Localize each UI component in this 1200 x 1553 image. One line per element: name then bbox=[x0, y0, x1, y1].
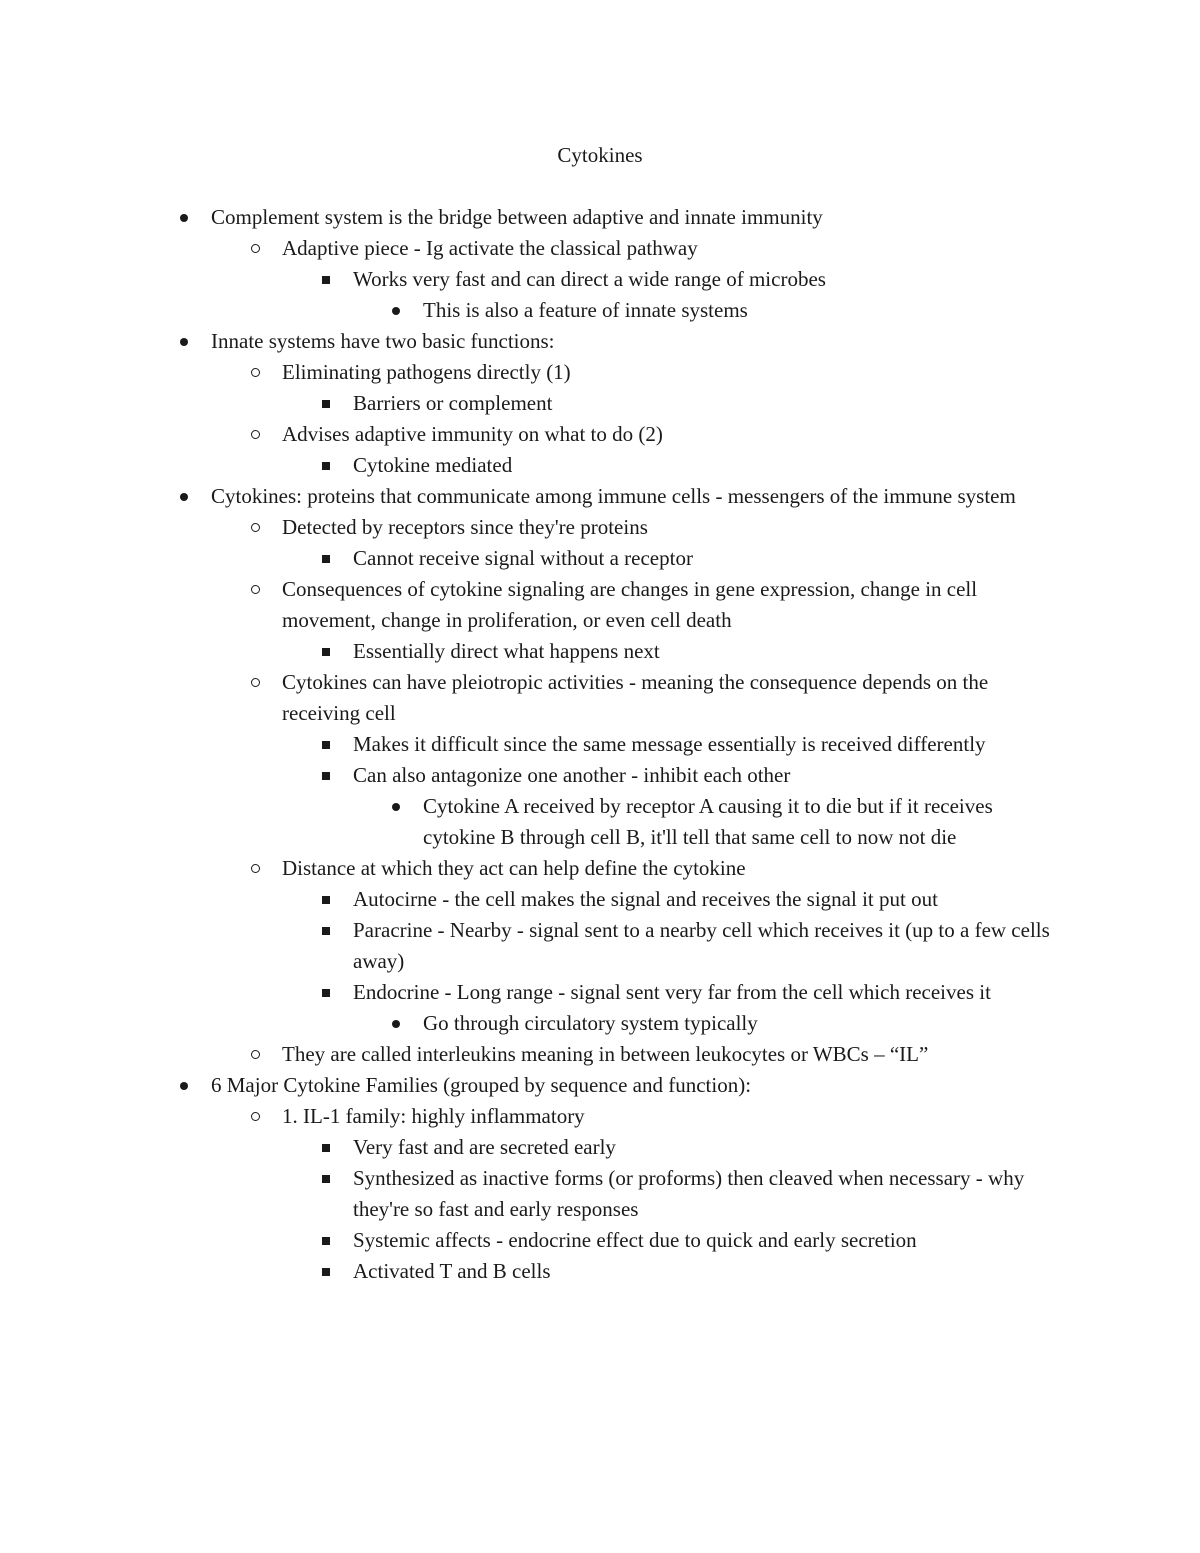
list-item bbox=[0, 450, 1200, 481]
list-item-text: Cytokines can have pleiotropic activities - meaning the consequence depends on the receiving cell bbox=[282, 670, 989, 725]
square-bullet-icon bbox=[316, 1132, 336, 1163]
list-item bbox=[0, 915, 1200, 977]
list-item bbox=[0, 1008, 1200, 1039]
list-item bbox=[0, 760, 1200, 791]
filled-circle-bullet-icon bbox=[386, 295, 406, 326]
list-item-text: Makes it difficult since the same message essentially is received differently bbox=[353, 732, 986, 756]
square-bullet-icon bbox=[316, 915, 336, 946]
list-item-text: Consequences of cytokine signaling are changes in gene expression, change in cell movement, change in proliferation, or even cell death bbox=[282, 577, 978, 632]
list-item-text: Autocirne - the cell makes the signal and receives the signal it put out bbox=[353, 887, 938, 911]
list-item bbox=[0, 1132, 1200, 1163]
square-bullet-icon bbox=[316, 543, 336, 574]
list-item-text: Synthesized as inactive forms (or proforms) then cleaved when necessary - why they're so fast and early responses bbox=[353, 1166, 1025, 1221]
filled-circle-bullet-icon bbox=[174, 202, 194, 233]
list-item-text: Can also antagonize one another - inhibit each other bbox=[353, 763, 791, 787]
list-item bbox=[0, 295, 1200, 326]
filled-circle-bullet-icon bbox=[386, 791, 406, 822]
list-item-text: 1. IL-1 family: highly inflammatory bbox=[282, 1104, 585, 1128]
list-item bbox=[0, 481, 1200, 512]
list-item-text: Very fast and are secreted early bbox=[353, 1135, 616, 1159]
filled-circle-bullet-icon bbox=[174, 481, 194, 512]
list-item-text: Systemic affects - endocrine effect due to quick and early secretion bbox=[353, 1228, 917, 1252]
list-item bbox=[0, 1163, 1200, 1225]
list-item bbox=[0, 729, 1200, 760]
square-bullet-icon bbox=[316, 450, 336, 481]
hollow-circle-bullet-icon bbox=[245, 357, 265, 388]
list-item bbox=[0, 977, 1200, 1008]
list-item bbox=[0, 1070, 1200, 1101]
list-item bbox=[0, 791, 1200, 853]
list-item-text: Eliminating pathogens directly (1) bbox=[282, 360, 571, 384]
filled-circle-bullet-icon bbox=[386, 1008, 406, 1039]
square-bullet-icon bbox=[316, 1225, 336, 1256]
list-item bbox=[0, 264, 1200, 295]
square-bullet-icon bbox=[316, 1163, 336, 1194]
list-item-text: Cytokines: proteins that communicate among immune cells - messengers of the immune system bbox=[211, 484, 1016, 508]
hollow-circle-bullet-icon bbox=[245, 419, 265, 450]
list-item-text: Go through circulatory system typically bbox=[423, 1011, 758, 1035]
list-item-text: Cannot receive signal without a receptor bbox=[353, 546, 693, 570]
hollow-circle-bullet-icon bbox=[245, 853, 265, 884]
bullet-outline bbox=[0, 202, 1200, 1287]
hollow-circle-bullet-icon bbox=[245, 1101, 265, 1132]
list-item bbox=[0, 357, 1200, 388]
hollow-circle-bullet-icon bbox=[245, 1039, 265, 1070]
list-item-text: Innate systems have two basic functions: bbox=[211, 329, 555, 353]
square-bullet-icon bbox=[316, 977, 336, 1008]
list-item-text: Activated T and B cells bbox=[353, 1259, 551, 1283]
list-item-text: This is also a feature of innate systems bbox=[423, 298, 748, 322]
list-item bbox=[0, 636, 1200, 667]
list-item-text: Endocrine - Long range - signal sent very far from the cell which receives it bbox=[353, 980, 991, 1004]
square-bullet-icon bbox=[316, 1256, 336, 1287]
list-item-text: Paracrine - Nearby - signal sent to a nearby cell which receives it (up to a few cells away) bbox=[353, 918, 1050, 973]
list-item bbox=[0, 326, 1200, 357]
square-bullet-icon bbox=[316, 264, 336, 295]
list-item-text: Barriers or complement bbox=[353, 391, 553, 415]
filled-circle-bullet-icon bbox=[174, 1070, 194, 1101]
square-bullet-icon bbox=[316, 388, 336, 419]
list-item-text: Essentially direct what happens next bbox=[353, 639, 660, 663]
list-item bbox=[0, 1225, 1200, 1256]
list-item-text: Distance at which they act can help define the cytokine bbox=[282, 856, 746, 880]
list-item-text: Cytokine mediated bbox=[353, 453, 513, 477]
hollow-circle-bullet-icon bbox=[245, 512, 265, 543]
list-item bbox=[0, 574, 1200, 636]
list-item-text: Detected by receptors since they're proteins bbox=[282, 515, 648, 539]
hollow-circle-bullet-icon bbox=[245, 574, 265, 605]
list-item-text: Complement system is the bridge between adaptive and innate immunity bbox=[211, 205, 823, 229]
list-item bbox=[0, 1256, 1200, 1287]
list-item bbox=[0, 853, 1200, 884]
list-item-text: Cytokine A received by receptor A causing it to die but if it receives cytokine B through cell B, it'll tell that same cell to now not die bbox=[423, 794, 993, 849]
hollow-circle-bullet-icon bbox=[245, 233, 265, 264]
list-item bbox=[0, 419, 1200, 450]
hollow-circle-bullet-icon bbox=[245, 667, 265, 698]
square-bullet-icon bbox=[316, 760, 336, 791]
list-item bbox=[0, 1101, 1200, 1132]
list-item-text: Works very fast and can direct a wide range of microbes bbox=[353, 267, 826, 291]
square-bullet-icon bbox=[316, 884, 336, 915]
list-item-text: Advises adaptive immunity on what to do (2) bbox=[282, 422, 663, 446]
list-item bbox=[0, 202, 1200, 233]
filled-circle-bullet-icon bbox=[174, 326, 194, 357]
list-item bbox=[0, 388, 1200, 419]
page-title: Cytokines bbox=[557, 143, 643, 167]
list-item-text: 6 Major Cytokine Families (grouped by sequence and function): bbox=[211, 1073, 752, 1097]
list-item bbox=[0, 543, 1200, 574]
list-item-text: Adaptive piece - Ig activate the classical pathway bbox=[282, 236, 698, 260]
list-item bbox=[0, 667, 1200, 729]
list-item bbox=[0, 233, 1200, 264]
square-bullet-icon bbox=[316, 729, 336, 760]
list-item bbox=[0, 512, 1200, 543]
list-item bbox=[0, 884, 1200, 915]
list-item-text: They are called interleukins meaning in between leukocytes or WBCs – “IL” bbox=[282, 1042, 929, 1066]
list-item bbox=[0, 1039, 1200, 1070]
square-bullet-icon bbox=[316, 636, 336, 667]
